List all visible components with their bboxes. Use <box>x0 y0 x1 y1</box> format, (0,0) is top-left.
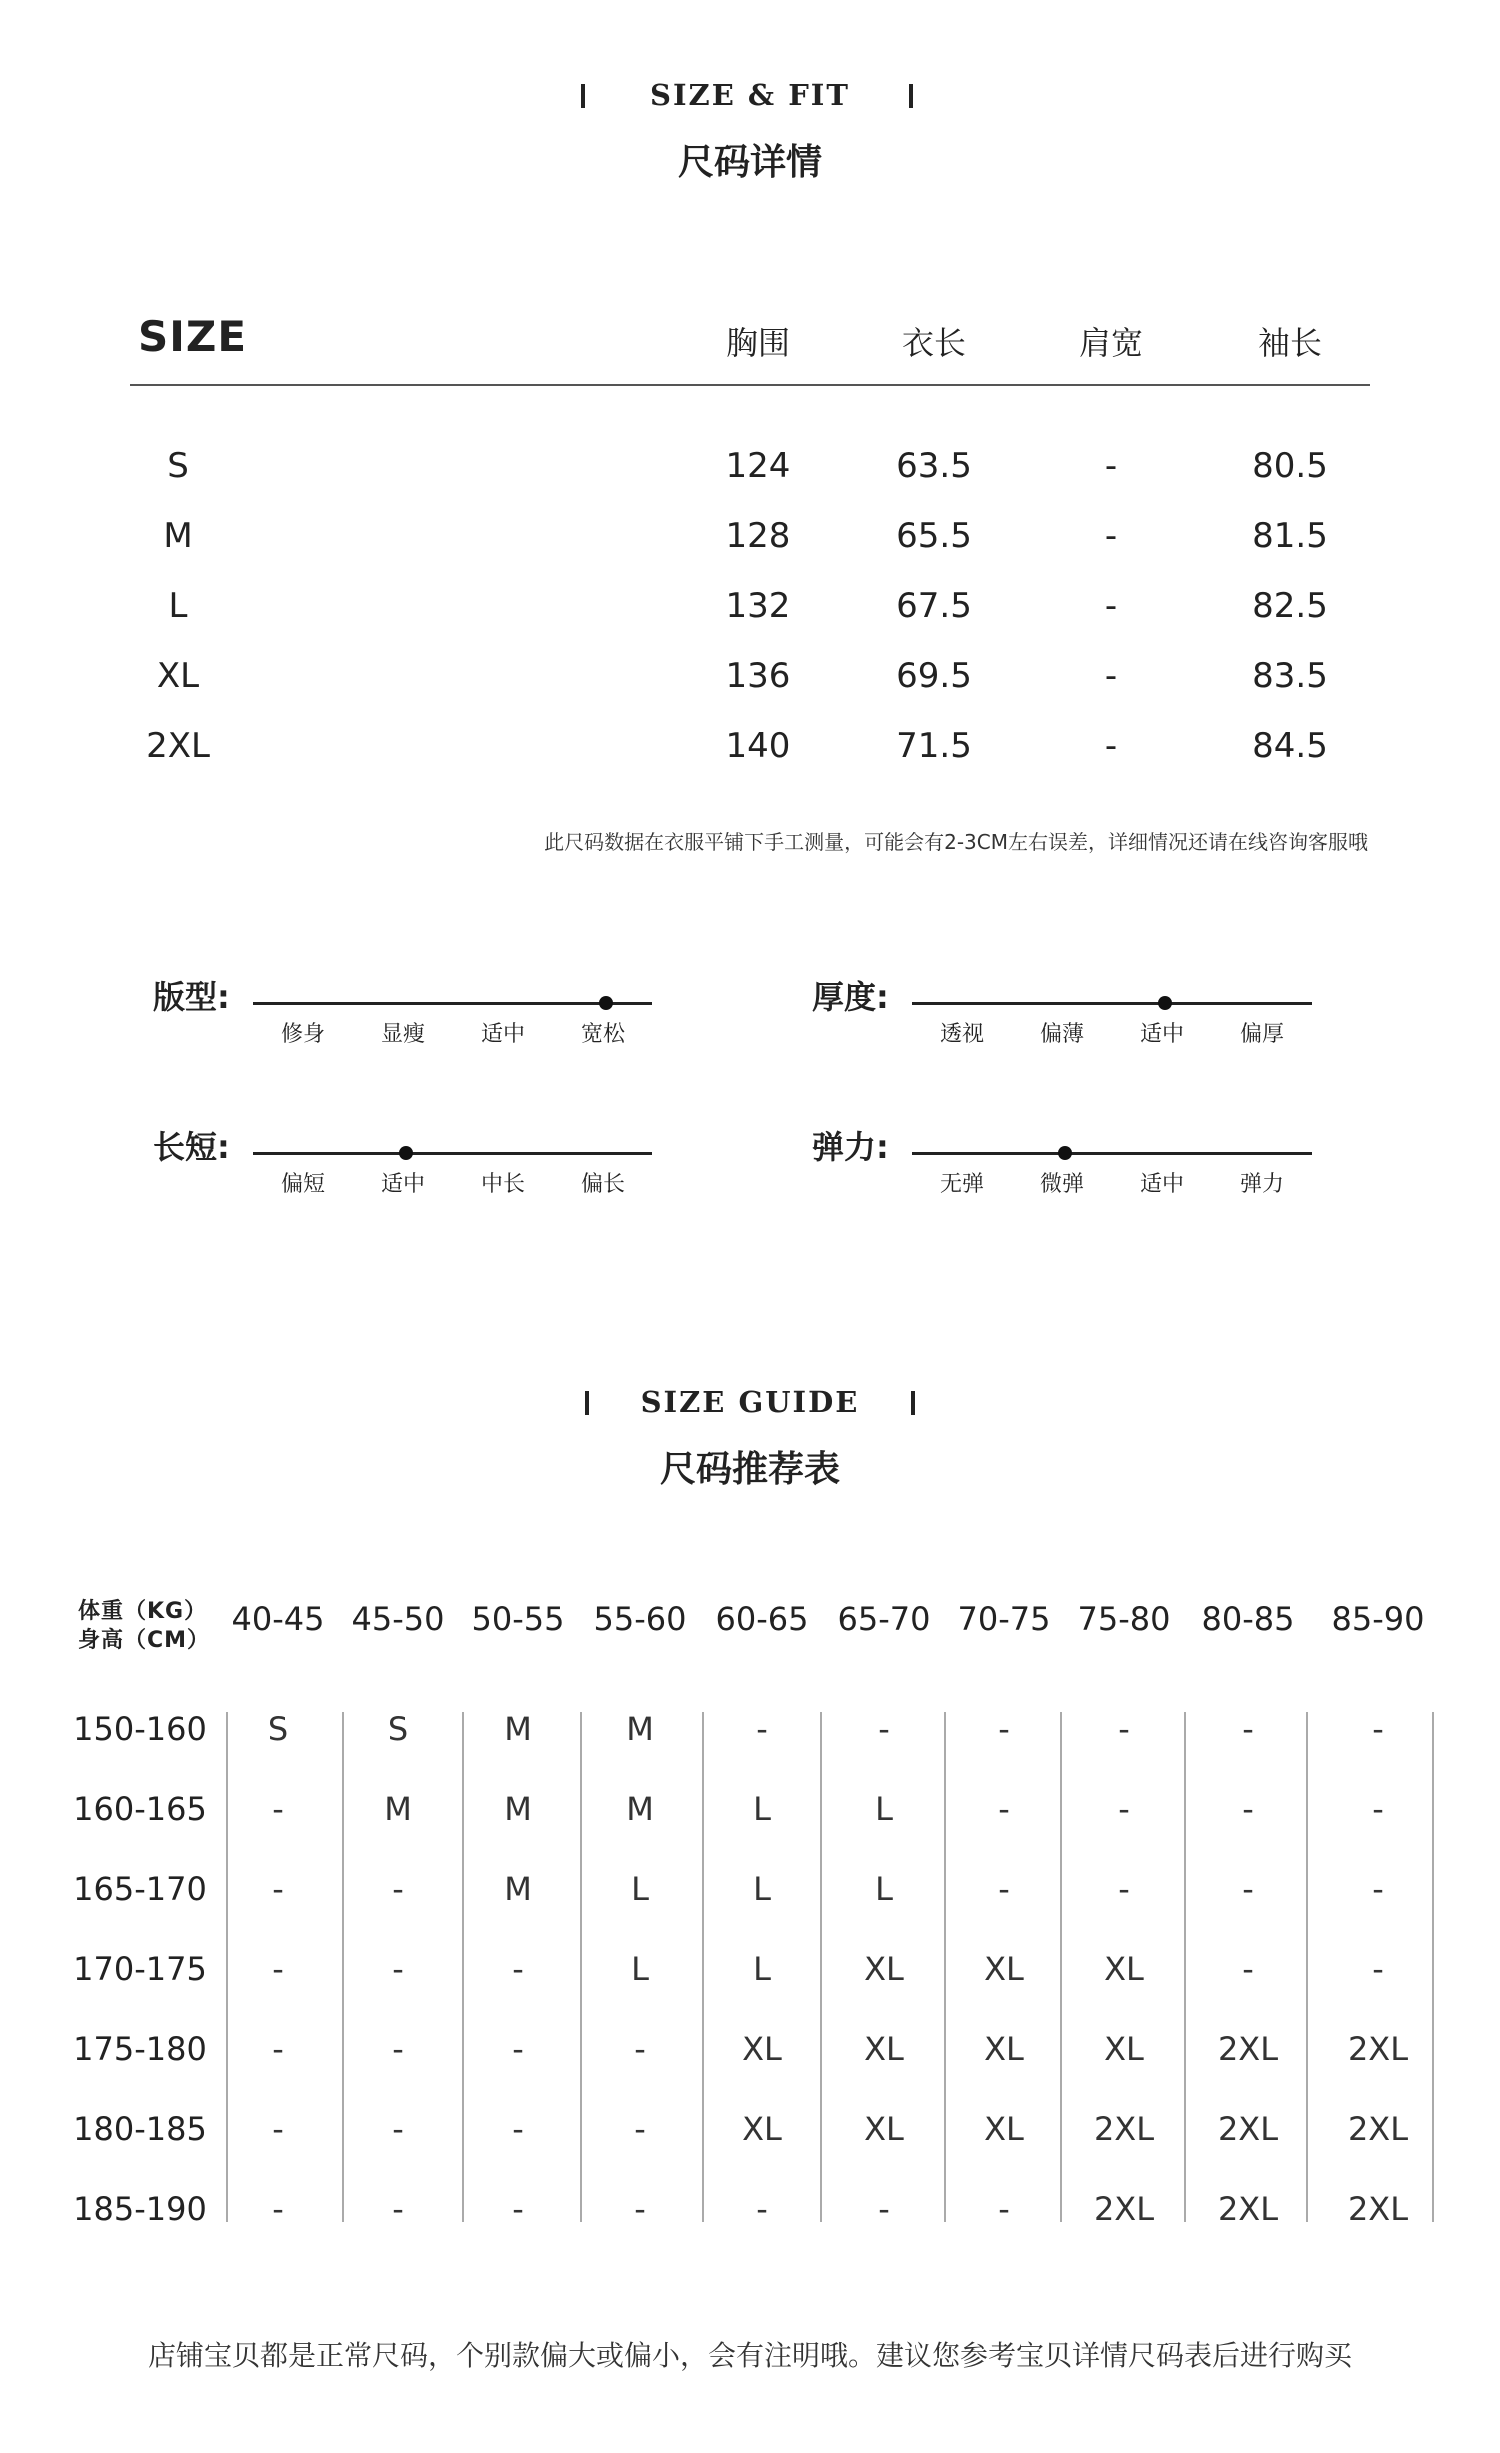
guide-cell: M <box>626 1790 654 1828</box>
size-cell: 136 <box>725 656 791 696</box>
weight-header: 50-55 <box>471 1600 565 1638</box>
guide-cell: L <box>875 1870 893 1908</box>
size-cell: 124 <box>725 446 791 486</box>
guide-cell: L <box>753 1790 771 1828</box>
guide-cell: 2XL <box>1347 2030 1409 2068</box>
guide-cell: - <box>1242 1870 1254 1908</box>
attribute-option: 适中 <box>380 1172 425 1197</box>
attribute-marker <box>1158 996 1172 1010</box>
attribute-option: 偏薄 <box>1039 1022 1084 1047</box>
weight-header: 85-90 <box>1331 1600 1425 1638</box>
table-divider <box>130 384 1370 386</box>
guide-cell: - <box>1118 1710 1130 1748</box>
weight-header: 70-75 <box>957 1600 1051 1638</box>
size-cell: 140 <box>725 726 791 766</box>
attribute-option: 无弹 <box>939 1172 984 1197</box>
guide-cell: M <box>626 1710 654 1748</box>
guide-cell: - <box>392 2030 404 2068</box>
weight-header: 75-80 <box>1077 1600 1171 1638</box>
guide-cell: XL <box>864 2110 904 2148</box>
guide-cell: - <box>1242 1710 1254 1748</box>
attribute-label: 厚度: <box>812 978 889 1016</box>
size-cell: 132 <box>725 586 791 626</box>
guide-cell: - <box>512 2110 524 2148</box>
guide-cell: 2XL <box>1093 2190 1155 2228</box>
weight-header: 80-85 <box>1201 1600 1295 1638</box>
corner-weight: 体重（KG） <box>78 1599 208 1624</box>
guide-cell: XL <box>1104 2030 1144 2068</box>
guide-cell: XL <box>1104 1950 1144 1988</box>
guide-cell: - <box>512 2030 524 2068</box>
guide-cell: - <box>1372 1790 1384 1828</box>
title-divider-right <box>909 84 913 108</box>
guide-cell: S <box>387 1710 409 1748</box>
attribute-option: 透视 <box>939 1022 984 1047</box>
size-row-label: L <box>168 586 188 626</box>
guide-cell: - <box>878 1710 890 1748</box>
guide-cell: XL <box>742 2030 782 2068</box>
size-cell: 63.5 <box>896 446 972 486</box>
guide-cell: - <box>878 2190 890 2228</box>
attribute-marker <box>1058 1146 1072 1160</box>
guide-cell: - <box>998 1870 1010 1908</box>
size-cell: 69.5 <box>896 656 972 696</box>
size-cell: - <box>1104 586 1118 626</box>
size-cell: 83.5 <box>1252 656 1328 696</box>
attribute-option: 偏厚 <box>1239 1022 1284 1047</box>
guide-cell: - <box>392 1870 404 1908</box>
attribute-scale-line <box>912 1002 1312 1005</box>
guide-cell: M <box>504 1870 532 1908</box>
guide-cell: - <box>634 2110 646 2148</box>
attribute-option: 宽松 <box>580 1022 625 1047</box>
guide-cell: - <box>998 1710 1010 1748</box>
attribute-option: 修身 <box>280 1022 325 1047</box>
attribute-label: 弹力: <box>812 1128 889 1166</box>
size-row-label: M <box>163 516 193 556</box>
guide-cell: L <box>631 1950 649 1988</box>
weight-header: 60-65 <box>715 1600 809 1638</box>
guide-cell: - <box>998 1790 1010 1828</box>
attribute-option: 适中 <box>480 1022 525 1047</box>
attribute-option: 显瘦 <box>380 1022 425 1047</box>
guide-cell: - <box>1118 1790 1130 1828</box>
height-row-label: 180-185 <box>73 2110 207 2148</box>
guide-cell: - <box>512 2190 524 2228</box>
weight-header: 45-50 <box>351 1600 445 1638</box>
guide-cell: 2XL <box>1217 2030 1279 2068</box>
header-length: 衣长 <box>901 324 966 362</box>
size-cell: - <box>1104 726 1118 766</box>
attribute-label: 版型: <box>153 978 230 1016</box>
guide-cell: 2XL <box>1347 2190 1409 2228</box>
guide-cell: - <box>512 1950 524 1988</box>
guide-cell: - <box>272 1950 284 1988</box>
height-row-label: 185-190 <box>73 2190 207 2228</box>
attribute-scale-line <box>253 1152 652 1155</box>
guide-cell: - <box>392 2190 404 2228</box>
guide-cell: - <box>756 1710 768 1748</box>
size-cell: 65.5 <box>896 516 972 556</box>
size-cell: 67.5 <box>896 586 972 626</box>
guide-cell: M <box>504 1790 532 1828</box>
column-separator <box>1306 1712 1308 2222</box>
height-row-label: 175-180 <box>73 2030 207 2068</box>
guide-cell: - <box>272 1870 284 1908</box>
section-title-cn: 尺码详情 <box>677 141 822 183</box>
attribute-label: 长短: <box>153 1128 230 1166</box>
guide-cell: L <box>753 1870 771 1908</box>
size-cell: 80.5 <box>1252 446 1328 486</box>
size-cell: 82.5 <box>1252 586 1328 626</box>
size-cell: - <box>1104 656 1118 696</box>
size-row-label: 2XL <box>146 726 210 766</box>
size-row-label: S <box>167 446 189 486</box>
guide-cell: - <box>756 2190 768 2228</box>
measurement-note: 此尺码数据在衣服平铺下手工测量，可能会有2-3CM左右误差，详细情况还请在线咨询客服哦 <box>544 830 1368 854</box>
guide-cell: L <box>631 1870 649 1908</box>
guide-cell: - <box>1372 1950 1384 1988</box>
guide-cell: M <box>504 1710 532 1748</box>
column-separator <box>702 1712 704 2222</box>
guide-corner-label <box>78 1597 210 1655</box>
size-cell: 81.5 <box>1252 516 1328 556</box>
size-cell: - <box>1104 516 1118 556</box>
size-cell: 71.5 <box>896 726 972 766</box>
attribute-marker <box>599 996 613 1010</box>
footer-note: 店铺宝贝都是正常尺码，个别款偏大或偏小，会有注明哦。建议您参考宝贝详情尺码表后进行购买 <box>147 2339 1352 2372</box>
guide-cell: - <box>1372 1870 1384 1908</box>
column-separator <box>820 1712 822 2222</box>
guide-cell: M <box>384 1790 412 1828</box>
corner-height: 身高（CM） <box>78 1628 211 1653</box>
guide-cell: - <box>272 2030 284 2068</box>
height-row-label: 170-175 <box>73 1950 207 1988</box>
attribute-option: 适中 <box>1139 1022 1184 1047</box>
weight-header: 65-70 <box>837 1600 931 1638</box>
attribute-option: 适中 <box>1139 1172 1184 1197</box>
size-cell: 84.5 <box>1252 726 1328 766</box>
attribute-marker <box>399 1146 413 1160</box>
weight-header: 55-60 <box>593 1600 687 1638</box>
guide-cell: L <box>875 1790 893 1828</box>
height-row-label: 160-165 <box>73 1790 207 1828</box>
weight-header: 40-45 <box>231 1600 325 1638</box>
guide-cell: - <box>392 2110 404 2148</box>
guide-cell: - <box>272 2190 284 2228</box>
column-separator <box>580 1712 582 2222</box>
guide-cell: L <box>753 1950 771 1988</box>
column-separator <box>944 1712 946 2222</box>
guide-title-cn: 尺码推荐表 <box>659 1448 840 1490</box>
guide-cell: 2XL <box>1093 2110 1155 2148</box>
guide-cell: - <box>634 2190 646 2228</box>
attribute-option: 中长 <box>480 1172 525 1197</box>
column-separator <box>1060 1712 1062 2222</box>
attribute-option: 微弹 <box>1039 1172 1084 1197</box>
guide-cell: - <box>1372 1710 1384 1748</box>
column-separator <box>1184 1712 1186 2222</box>
guide-cell: - <box>272 1790 284 1828</box>
guide-cell: - <box>1118 1870 1130 1908</box>
guide-divider-right <box>911 1391 915 1415</box>
guide-cell: - <box>998 2190 1010 2228</box>
guide-cell: 2XL <box>1217 2110 1279 2148</box>
header-sleeve: 袖长 <box>1257 324 1322 362</box>
height-row-label: 150-160 <box>73 1710 207 1748</box>
size-cell: 128 <box>725 516 791 556</box>
guide-cell: XL <box>864 2030 904 2068</box>
section-title-en: SIZE & FIT <box>650 78 850 112</box>
guide-cell: 2XL <box>1217 2190 1279 2228</box>
attribute-option: 偏短 <box>280 1172 325 1197</box>
attribute-option: 偏长 <box>580 1172 625 1197</box>
guide-cell: - <box>392 1950 404 1988</box>
guide-cell: XL <box>984 2030 1024 2068</box>
attribute-scale-line <box>253 1002 652 1005</box>
guide-cell: - <box>272 2110 284 2148</box>
height-row-label: 165-170 <box>73 1870 207 1908</box>
guide-cell: S <box>267 1710 289 1748</box>
size-cell: - <box>1104 446 1118 486</box>
guide-cell: XL <box>742 2110 782 2148</box>
guide-title-en: SIZE GUIDE <box>640 1385 860 1419</box>
attribute-scale-line <box>912 1152 1312 1155</box>
guide-cell: - <box>634 2030 646 2068</box>
guide-cell: 2XL <box>1347 2110 1409 2148</box>
guide-cell: XL <box>984 1950 1024 1988</box>
guide-cell: XL <box>984 2110 1024 2148</box>
attribute-option: 弹力 <box>1239 1172 1284 1197</box>
size-row-label: XL <box>156 656 200 696</box>
header-shoulder: 肩宽 <box>1078 324 1143 362</box>
size-column-header: SIZE <box>138 312 248 361</box>
guide-cell: XL <box>864 1950 904 1988</box>
header-chest: 胸围 <box>725 324 790 362</box>
guide-cell: - <box>1242 1790 1254 1828</box>
guide-cell: - <box>1242 1950 1254 1988</box>
